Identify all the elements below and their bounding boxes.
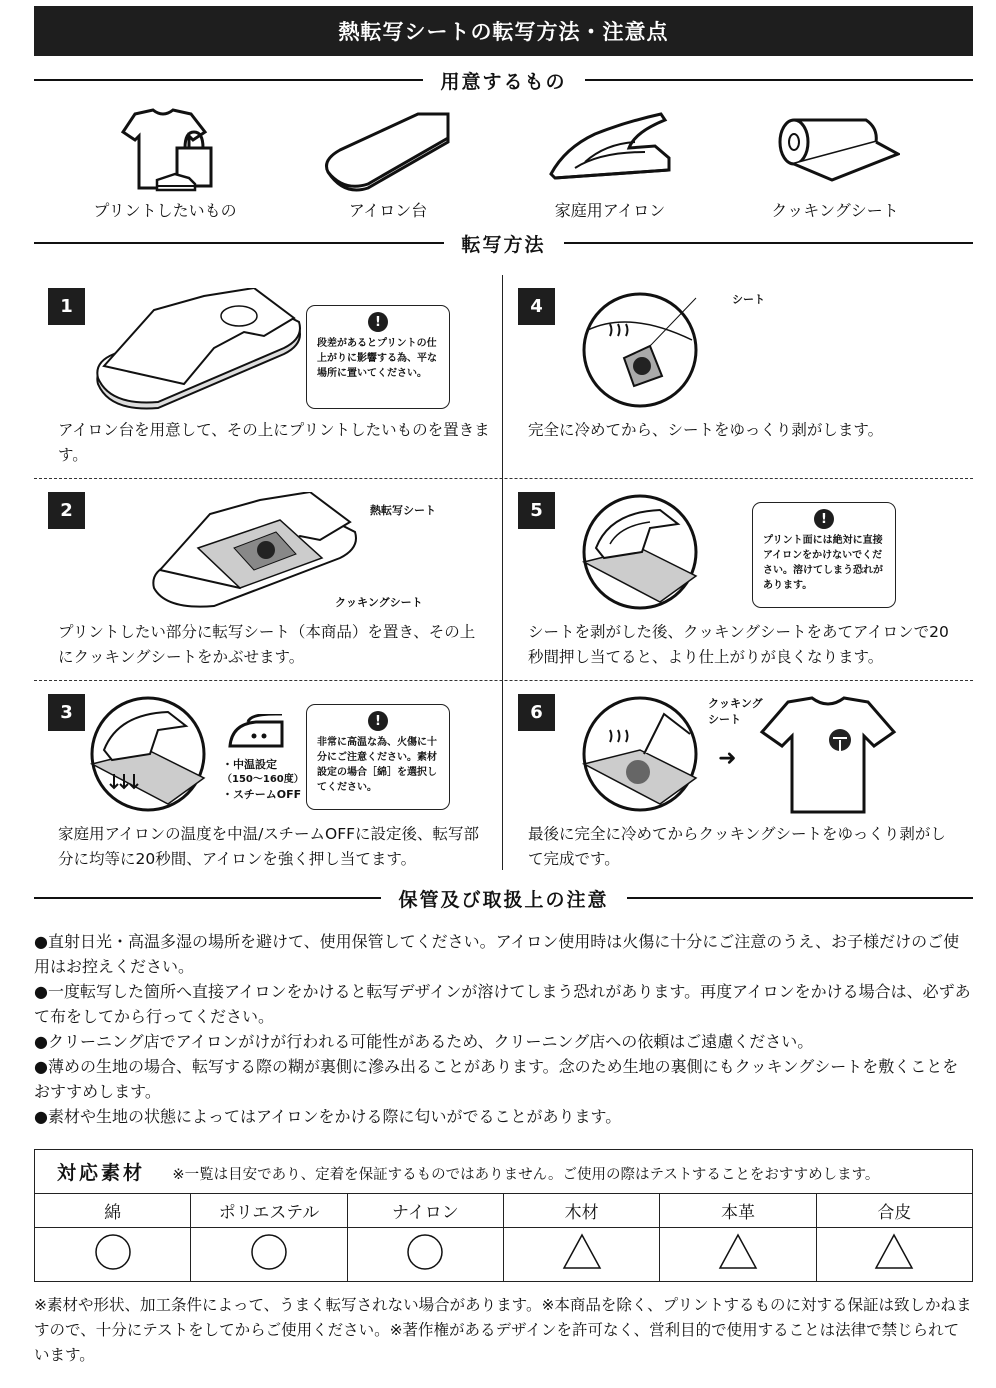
- step-number: 5: [518, 492, 555, 529]
- prep-item-tshirt: [65, 108, 265, 221]
- step2-cooking-sheet-label: クッキングシート: [335, 596, 423, 609]
- iron-medium-temp-icon: [226, 714, 286, 750]
- material-name: ポリエステル: [191, 1194, 347, 1228]
- iron-icon: [545, 108, 675, 196]
- step-description: 最後に完全に冷めてからクッキングシートをゆっくり剥がして完成です。: [528, 825, 946, 868]
- caution-item: ●薄めの生地の場合、転写する際の糊が裏側に滲み出ることがあります。念のため生地の裏側にもクッキングシートを敷くことをおすすめします。: [34, 1057, 959, 1101]
- storage-heading: 保管及び取扱上の注意: [34, 884, 973, 912]
- material-name: 木材: [503, 1194, 659, 1228]
- caution-item: ●素材や生地の状態によってはアイロンをかける際に匂いがでることがあります。: [34, 1107, 622, 1126]
- exclamation-icon: !: [814, 509, 834, 529]
- exclamation-icon: !: [368, 711, 388, 731]
- step5-caution-note: ! プリント面には絶対に直接アイロンをかけないでください。溶けてしまう恐れがあります。: [752, 502, 896, 608]
- prep-label: アイロン台: [348, 201, 428, 220]
- footer-disclaimer: ※素材や形状、加工条件によって、うまく転写されない場合があります。※本商品を除く、プリントするものに対する保証は致しかねますので、十分にテストをしてからご使用ください。※著作権があるデザインを許可なく、営利目的で使用することは法律で禁じられています。: [34, 1296, 972, 1364]
- step-description: 完全に冷めてから、シートをゆっくり剥がします。: [528, 421, 884, 439]
- rating-cell: [191, 1228, 347, 1282]
- step-description: 家庭用アイロンの温度を中温/スチームOFFに設定後、転写部分に均等に20秒間、アイロンを強く押し当てます。: [58, 825, 480, 868]
- prep-item-sheet: [735, 108, 935, 221]
- triangle-rating-icon: [874, 1232, 914, 1272]
- step1-illustration: [94, 288, 304, 413]
- step-number: 1: [48, 288, 85, 325]
- prep-item-iron: [510, 108, 710, 221]
- material-name: ナイロン: [347, 1194, 503, 1228]
- caution-item: ●一度転写した箇所へ直接アイロンをかけると転写デザインが溶けてしまう恐れがあります。再度アイロンをかける場合は、必ずあて布をしてから行ってください。: [34, 982, 971, 1026]
- material-name: 本革: [660, 1194, 816, 1228]
- materials-table: [34, 1149, 973, 1282]
- step4-sheet-label: シート: [732, 293, 765, 306]
- step4-illustration: [580, 290, 700, 410]
- step5-illustration: [580, 492, 700, 612]
- step3-illustration: [88, 694, 208, 814]
- page-title: 熱転写シートの転写方法・注意点: [34, 6, 973, 56]
- step2-transfer-sheet-label: 熱転写シート: [370, 504, 436, 517]
- material-name: 合皮: [816, 1194, 972, 1228]
- prep-heading: 用意するもの: [34, 66, 973, 94]
- step-number: 6: [518, 694, 555, 731]
- arrow-right-icon: ➜: [718, 746, 737, 771]
- step3-settings: ・中温設定 （150〜160度） ・スチームOFF: [222, 758, 304, 801]
- exclamation-icon: !: [368, 312, 388, 332]
- finished-tshirt-icon: [758, 696, 898, 816]
- step-row-divider: [34, 478, 973, 479]
- circle-rating-icon: [249, 1232, 289, 1272]
- triangle-rating-icon: [718, 1232, 758, 1272]
- rating-cell: [35, 1228, 191, 1282]
- materials-note: ※一覧は目安であり、定着を保証するものではありません。ご使用の際はテストすることをおすすめします。: [172, 1167, 880, 1183]
- step-number: 2: [48, 492, 85, 529]
- step-number: 4: [518, 288, 555, 325]
- caution-list: [34, 929, 974, 1129]
- triangle-rating-icon: [562, 1232, 602, 1272]
- caution-item: ●直射日光・高温多湿の場所を避けて、使用保管してください。アイロン使用時は火傷に十分にご注意のうえ、お子様だけのご使用はお控えください。: [34, 932, 960, 976]
- step6-illustration: [580, 694, 700, 814]
- prep-label: プリントしたいもの: [93, 201, 237, 220]
- tshirt-bag-shoe-icon: [115, 108, 215, 196]
- cooking-sheet-roll-icon: [770, 108, 900, 196]
- step-grid-divider: [502, 275, 503, 870]
- prep-item-board: [288, 108, 488, 221]
- rating-cell: [816, 1228, 972, 1282]
- prep-label: 家庭用アイロン: [554, 201, 666, 220]
- prep-label: クッキングシート: [771, 201, 899, 220]
- materials-header: [35, 1150, 973, 1194]
- ironing-board-icon: [318, 108, 458, 196]
- rating-cell: [503, 1228, 659, 1282]
- step1-caution-note: ! 段差があるとプリントの仕上がりに影響する為、平な場所に置いてください。: [306, 305, 450, 409]
- step-number: 3: [48, 694, 85, 731]
- circle-rating-icon: [405, 1232, 445, 1272]
- step-description: プリントしたい部分に転写シート（本商品）を置き、その上にクッキングシートをかぶせます。: [58, 623, 476, 666]
- step6-cooking-sheet-label: クッキング シート: [708, 697, 763, 726]
- step-row-divider: [34, 680, 973, 681]
- rating-cell: [347, 1228, 503, 1282]
- step3-caution-note: ! 非常に高温な為、火傷に十分にご注意ください。素材設定の場合［綿］を選択してください。: [306, 704, 450, 810]
- rating-cell: [660, 1228, 816, 1282]
- caution-item: ●クリーニング店でアイロンがけが行われる可能性があるため、クリーニング店への依頼はご遠慮ください。: [34, 1032, 814, 1051]
- step2-illustration: [150, 492, 360, 612]
- step-description: シートを剥がした後、クッキングシートをあてアイロンで20秒間押し当てると、より仕上がりが良くなります。: [528, 623, 949, 666]
- method-heading: 転写方法: [34, 229, 973, 257]
- circle-rating-icon: [93, 1232, 133, 1272]
- step-description: アイロン台を用意して、その上にプリントしたいものを置きます。: [58, 421, 490, 464]
- material-name: 綿: [35, 1194, 191, 1228]
- materials-title: 対応素材: [57, 1162, 146, 1184]
